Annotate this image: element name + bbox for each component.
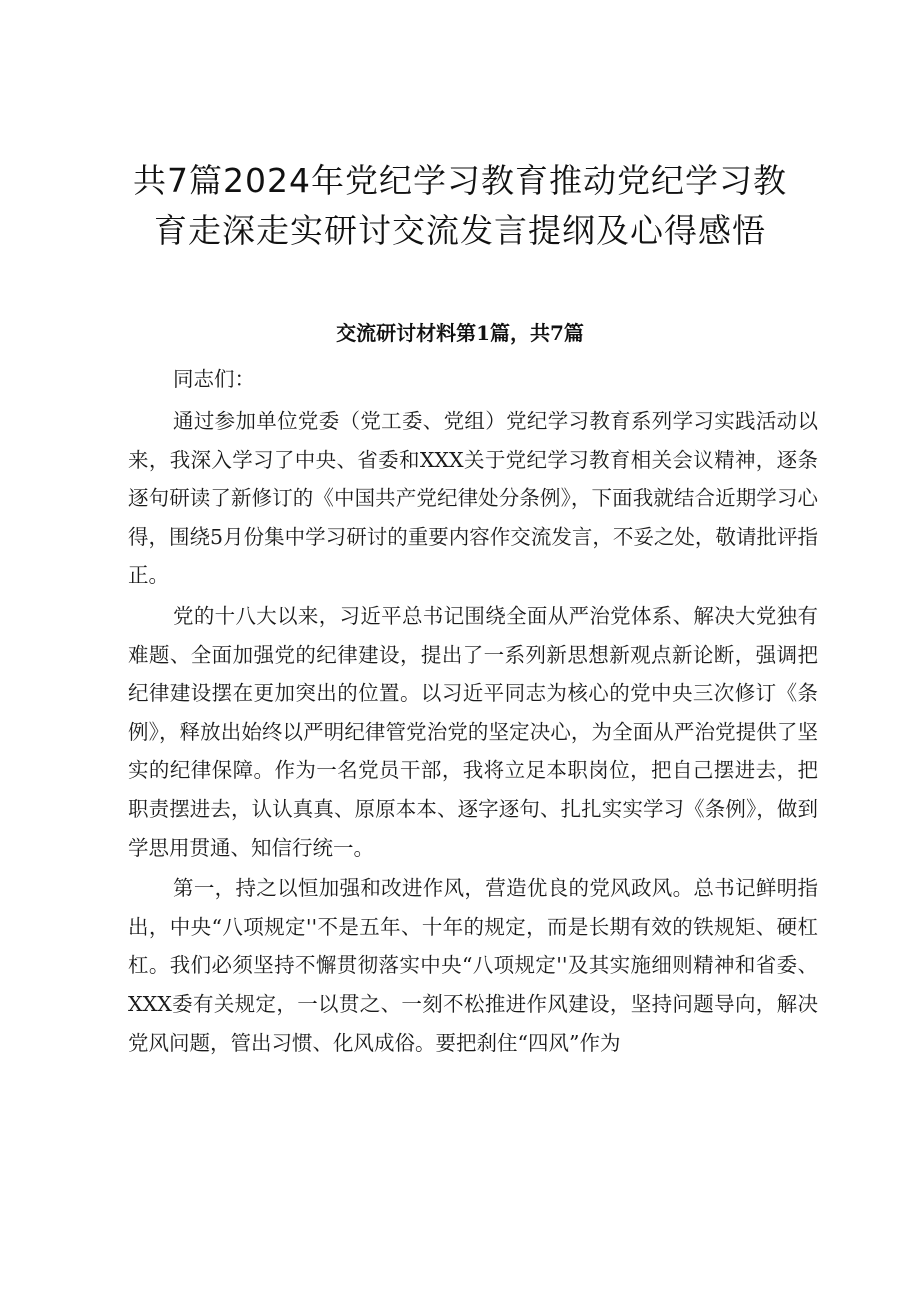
paragraph-1: 通过参加单位党委（党工委、党组）党纪学习教育系列学习实践活动以来，我深入学习了中央、省委和XXX关于党纪学习教育相关会议精神，逐条逐句研读了新修订的《中国共产党纪律处分条例》，下面我就结合近期学习心得，围绕5月份集中学习研讨的重要内容作交流发言，不妥之处，敬请批评指正。 — [128, 409, 818, 588]
document-title-line-2: 育走深走实研讨交流发言提纲及心得感悟 — [154, 211, 766, 250]
document-body — [128, 360, 818, 1064]
paragraph-3: 第一，持之以恒加强和改进作风，营造优良的党风政风。总书记鲜明指出，中央“八项规定''不是五年、十年的规定，而是长期有效的铁规矩、硬杠杠。我们必须坚持不懈贯彻落实中央“八项规定''及其实施细则精神和省委、XXX委有关规定，一以贯之、一刻不松推进作风建设，坚持问题导向，解决党风问题，管出习惯、化风成俗。要把刹住“四风”作为 — [128, 876, 818, 1055]
document-title-line-1: 共7篇2024年党纪学习教育推动党纪学习教 — [133, 161, 787, 200]
section-title: 交流研讨材料第1篇，共7篇 — [336, 321, 584, 345]
salutation: 同志们： — [173, 367, 255, 391]
document-title — [60, 156, 860, 256]
paragraph-2: 党的十八大以来，习近平总书记围绕全面从严治党体系、解决大党独有难题、全面加强党的纪律建设，提出了一系列新思想新观点新论断，强调把纪律建设摆在更加突出的位置。以习近平同志为核心的党中央三次修订《条例》，释放出始终以严明纪律管党治党的坚定决心，为全面从严治党提供了坚实的纪律保障。作为一名党员干部，我将立足本职岗位，把自己摆进去，把职责摆进去，认认真真、原原本本、逐字逐句、扎扎实实学习《条例》，做到学思用贯通、知信行统一。 — [128, 603, 818, 860]
